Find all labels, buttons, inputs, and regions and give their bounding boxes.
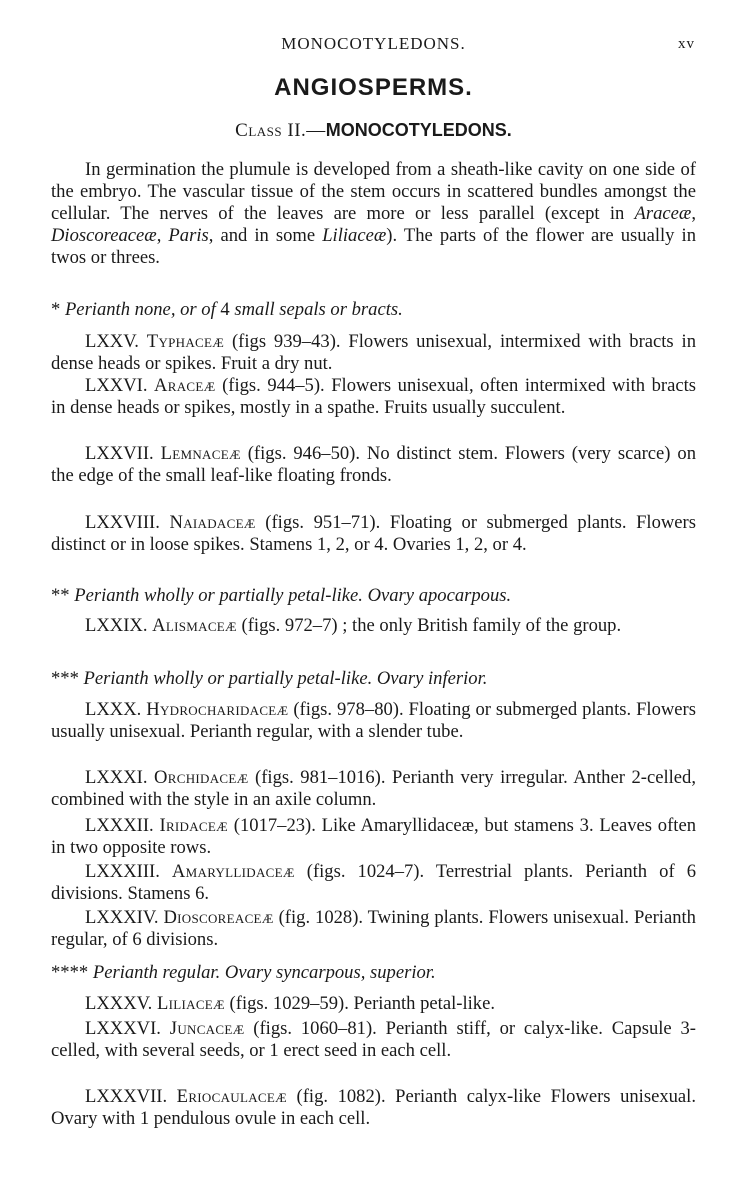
family-entry bbox=[51, 615, 696, 637]
intro-taxon: Araceæ bbox=[634, 203, 692, 224]
family-entry bbox=[51, 993, 696, 1015]
main-title: ANGIOSPERMS. bbox=[274, 74, 473, 101]
family-entry bbox=[51, 1086, 696, 1130]
family-description: (figs 939–43). Flowers unisexual, intermixed with bracts in dense heads or spikes. Fruit a dry nut. bbox=[51, 331, 696, 374]
group-text: Perianth regular. Ovary syncarpous, superior. bbox=[92, 962, 436, 983]
intro-text: , bbox=[156, 225, 169, 246]
group-stars: **** bbox=[51, 962, 89, 983]
family-name: Amaryllidaceæ bbox=[171, 861, 295, 882]
family-description: (figs. 946–50). No distinct stem. Flowers (very scarce) on the edge of the small leaf-like floating fronds. bbox=[51, 443, 696, 486]
group-text: Perianth wholly or partially petal-like. Ovary apocarpous. bbox=[74, 585, 512, 606]
family-number: LXXXI. bbox=[85, 767, 148, 788]
family-description: (figs. 1029–59). Perianth petal-like. bbox=[224, 993, 495, 1014]
family-number: LXXIX. bbox=[85, 615, 148, 636]
group-heading bbox=[51, 585, 696, 607]
family-name: Juncaceæ bbox=[169, 1018, 245, 1039]
group-stars: ** bbox=[51, 585, 70, 606]
family-number: LXXXIV. bbox=[85, 907, 159, 928]
group-heading bbox=[51, 299, 696, 321]
family-entry bbox=[51, 512, 696, 556]
class-name: MONOCOTYLEDONS. bbox=[325, 120, 512, 140]
family-number: LXXXVII. bbox=[85, 1086, 168, 1107]
group-number: 4 bbox=[215, 299, 235, 320]
intro-text: In germination the plumule is developed from a sheath-like cavity on one side of the embryo. The vascular tissue of the stem occurs in scattered bundles amongst the cellular. The nerves of the leaves are more or less parallel (except in bbox=[51, 159, 696, 224]
class-heading bbox=[0, 120, 747, 142]
family-number: LXXVI. bbox=[85, 375, 148, 396]
family-name: Orchidaceæ bbox=[154, 767, 249, 788]
intro-taxon: Dioscoreaceæ bbox=[51, 225, 157, 246]
family-entry bbox=[51, 1018, 696, 1062]
class-label: Class II.— bbox=[235, 120, 326, 141]
intro-taxon: Paris bbox=[168, 225, 209, 246]
intro-text: , bbox=[691, 203, 696, 224]
group-text: Perianth wholly or partially petal-like. Ovary inferior. bbox=[83, 668, 488, 689]
intro-taxon: Liliaceæ bbox=[322, 225, 387, 246]
family-name: Lemnaceæ bbox=[160, 443, 241, 464]
family-name: Hydrocharidaceæ bbox=[146, 699, 289, 720]
family-name: Iridaceæ bbox=[159, 815, 229, 836]
family-entry bbox=[51, 767, 696, 811]
family-description: (figs. 944–5). Flowers unisexual, often intermixed with bracts in dense heads or spikes, mostly in a spathe. Fruits usually succulent. bbox=[51, 375, 696, 418]
family-description: (figs. 981–1016). Perianth very irregular. Anther 2-celled, combined with the style in an axile column. bbox=[51, 767, 696, 810]
family-number: LXXV. bbox=[85, 331, 139, 352]
family-name: Typhaceæ bbox=[146, 331, 225, 352]
family-description: (figs. 951–71). Floating or submerged plants. Flowers distinct or in loose spikes. Stamens 1, 2, or 4. Ovaries 1, 2, or 4. bbox=[51, 512, 696, 555]
family-name: Dioscoreaceæ bbox=[163, 907, 274, 928]
family-description: (figs. 978–80). Floating or submerged plants. Flowers usually unisexual. Perianth regular, with a slender tube. bbox=[51, 699, 696, 742]
family-description: (figs. 1024–7). Terrestrial plants. Perianth of 6 divisions. Stamens 6. bbox=[51, 861, 696, 904]
family-name: Araceæ bbox=[154, 375, 216, 396]
family-entry bbox=[51, 331, 696, 375]
family-number: LXXXIII. bbox=[85, 861, 160, 882]
group-stars: * bbox=[51, 299, 61, 320]
family-description: (figs. 972–7) ; the only British family of the group. bbox=[236, 615, 622, 636]
page-number: xv bbox=[678, 36, 695, 52]
family-number: LXXVIII. bbox=[85, 512, 160, 533]
family-description: (fig. 1082). Perianth calyx-like Flowers unisexual. Ovary with 1 pendulous ovule in each cell. bbox=[51, 1086, 696, 1129]
group-heading bbox=[51, 668, 696, 690]
family-description: (1017–23). Like Amaryllidaceæ, but stamens 3. Leaves often in two opposite rows. bbox=[51, 815, 697, 858]
family-number: LXXXVI. bbox=[85, 1018, 161, 1039]
group-heading bbox=[51, 962, 696, 984]
group-text: Perianth none, or of bbox=[64, 299, 216, 320]
family-description: (figs. 1060–81). Perianth stiff, or calyx-like. Capsule 3-celled, with several seeds, or 1 erect seed in each cell. bbox=[51, 1018, 696, 1061]
family-name: Alismaceæ bbox=[152, 615, 237, 636]
family-number: LXXXV. bbox=[85, 993, 153, 1014]
intro-text: ). The parts of the flower are usually in twos or threes. bbox=[51, 225, 696, 268]
family-entry bbox=[51, 375, 696, 419]
intro-text: , and in some bbox=[208, 225, 323, 246]
family-name: Naiadaceæ bbox=[169, 512, 256, 533]
family-name: Eriocaulaceæ bbox=[176, 1086, 287, 1107]
family-number: LXXVII. bbox=[85, 443, 154, 464]
family-entry bbox=[51, 699, 696, 743]
family-number: LXXX. bbox=[85, 699, 142, 720]
running-head bbox=[0, 34, 747, 56]
group-stars: *** bbox=[51, 668, 79, 689]
family-entry bbox=[51, 815, 696, 859]
family-number: LXXXII. bbox=[85, 815, 154, 836]
family-entry bbox=[51, 907, 696, 951]
running-title: MONOCOTYLEDONS. bbox=[281, 34, 466, 53]
family-entry bbox=[51, 861, 696, 905]
family-name: Liliaceæ bbox=[156, 993, 225, 1014]
intro-paragraph bbox=[51, 159, 696, 269]
family-entry bbox=[51, 443, 696, 487]
group-text: small sepals or bracts. bbox=[234, 299, 403, 320]
family-description: (fig. 1028). Twining plants. Flowers unisexual. Perianth regular, of 6 divisions. bbox=[51, 907, 696, 950]
